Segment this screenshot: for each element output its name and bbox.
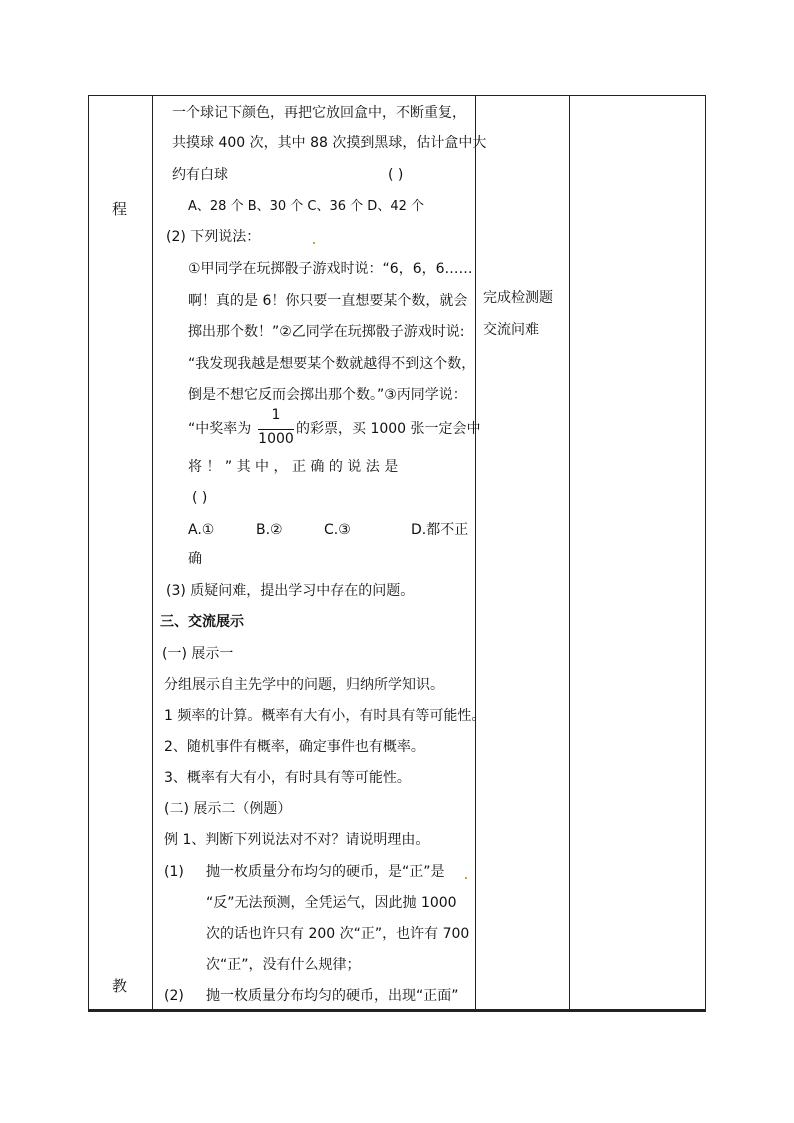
content-line: 抛一枚质量分布均匀的硬币，出现“正面”: [206, 988, 459, 1004]
content-line: 倒是不想它反而会掷出那个数。”③丙同学说：: [188, 387, 467, 403]
content-line: ①甲同学在玩掷骰子游戏时说：“6，6，6……: [188, 261, 473, 277]
content-line: 约有白球: [172, 167, 228, 183]
content-line: 一个球记下颜色，再把它放回盒中，不断重复，: [172, 105, 466, 121]
stray-mark: [465, 877, 467, 879]
content-line: 3、概率有大有小，有时具有等可能性。: [164, 770, 411, 786]
content-line: 将 ！ ” 其 中 ， 正 确 的 说 法 是: [188, 459, 399, 475]
option-b: B.②: [256, 522, 283, 538]
section-heading: 三、交流展示: [160, 614, 244, 630]
option-a: A.①: [188, 522, 215, 538]
side-label-jiao: 教: [112, 977, 128, 995]
lesson-plan-table: [88, 95, 706, 1012]
content-line: 的彩票，买 1000 张一定会中: [296, 421, 481, 437]
content-line: 次的话也许只有 200 次“正”，也许有 700: [206, 926, 470, 942]
question-heading: (2) 下列说法：: [166, 229, 261, 245]
answer-options: A、28 个 B、30 个 C、36 个 D、42 个: [188, 199, 424, 214]
content-line: “反”无法预测，全凭运气，因此抛 1000: [206, 895, 457, 911]
table-bottom-border: [88, 1009, 706, 1012]
side-label-cheng: 程: [112, 200, 128, 218]
option-c: C.③: [324, 522, 351, 538]
content-line: 1 频率的计算。概率有大有小，有时具有等可能性。: [164, 708, 486, 724]
content-line: 共摸球 400 次，其中 88 次摸到黑球，估计盒中大: [172, 135, 487, 151]
student-activity-notes: [483, 288, 553, 340]
fraction-numerator: 1: [271, 407, 281, 423]
item-number: (1): [164, 864, 184, 880]
content-line: 次“正”，没有什么规律；: [206, 957, 361, 973]
subsection-heading: (二) 展示二（例题）: [164, 801, 292, 817]
note-line-2: 交流问难: [483, 322, 539, 338]
question-heading: (3) 质疑问难，提出学习中存在的问题。: [166, 583, 415, 599]
content-line: 掷出那个数！”②乙同学在玩掷骰子游戏时说:: [188, 324, 465, 340]
stray-mark: [313, 242, 315, 244]
content-line: 2、随机事件有概率，确定事件也有概率。: [164, 739, 425, 755]
option-d: D.都不正: [411, 522, 469, 538]
content-line: “我发现我越是想要某个数就越得不到这个数，: [188, 356, 476, 372]
content-line: 确: [188, 551, 202, 567]
note-line-1: 完成检测题: [483, 290, 553, 306]
fraction-bar: [258, 429, 294, 430]
content-line: “中奖率为: [188, 421, 252, 437]
subsection-heading: (一) 展示一: [162, 646, 234, 662]
answer-paren: ( ): [388, 167, 404, 183]
column-divider-2: [475, 95, 476, 1012]
answer-paren: ( ): [192, 490, 208, 506]
content-line: 啊！真的是 6！你只要一直想要某个数，就会: [188, 293, 468, 309]
item-number: (2): [164, 988, 184, 1004]
fraction-denominator: 1000: [258, 431, 294, 447]
content-line: 抛一枚质量分布均匀的硬币，是“正”是: [206, 864, 445, 880]
content-line: 分组展示自主先学中的问题，归纳所学知识。: [164, 677, 444, 693]
column-divider-3: [569, 95, 570, 1012]
example-heading: 例 1、判断下列说法对不对？请说明理由。: [164, 832, 430, 848]
column-divider-1: [152, 95, 153, 1012]
